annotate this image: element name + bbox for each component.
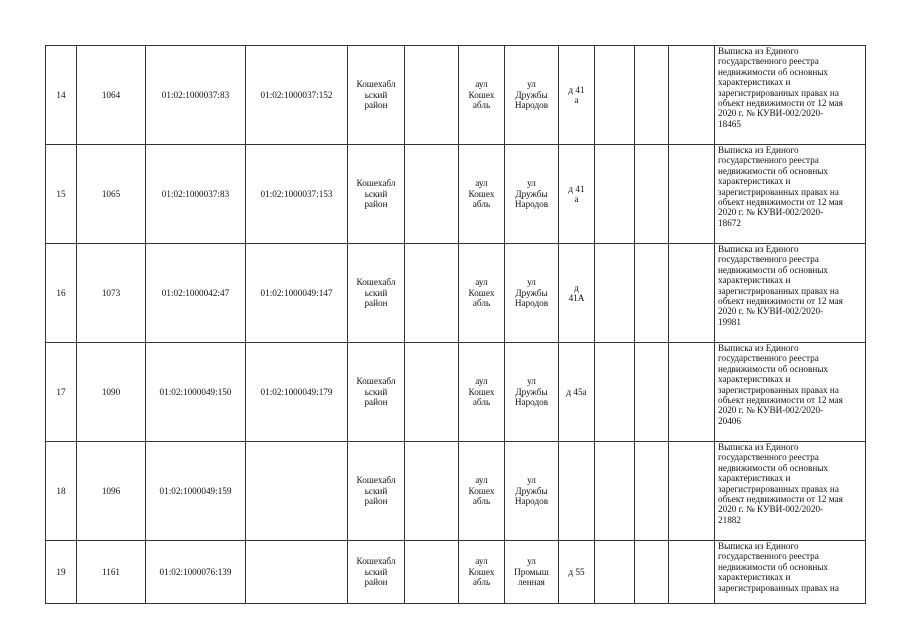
parcel-cadastral-number-cell: 01:02:1000037:83 xyxy=(146,46,246,145)
document-cell-line: 18465 xyxy=(718,118,741,129)
house-cell xyxy=(559,46,595,145)
house-cell-line: д xyxy=(574,282,579,293)
house-cell-line: 41А xyxy=(568,293,585,303)
settlement-cell-line: аул xyxy=(475,475,488,486)
empty-cell xyxy=(635,541,669,604)
empty-cell xyxy=(405,541,459,604)
empty-cell xyxy=(635,343,669,442)
street-cell-line: Народов xyxy=(514,100,549,111)
document-cell-line: недвижимости об основных xyxy=(718,66,829,77)
document-cell-line: государственного реестра xyxy=(718,353,819,364)
document-cell-line: характеристиках и xyxy=(718,374,791,385)
document-cell xyxy=(715,145,866,244)
document-cell-line: зарегистрированных правах на xyxy=(718,384,839,395)
document-cell-line: Выписка из Единого xyxy=(718,145,799,155)
table-row xyxy=(46,442,866,541)
document-cell-line: Выписка из Единого xyxy=(718,541,799,551)
row-number-cell: 15 xyxy=(46,145,77,244)
district-cell-line: ьский xyxy=(364,89,388,100)
empty-cell xyxy=(635,442,669,541)
street-cell-line: Дружбы xyxy=(515,188,548,199)
empty-cell xyxy=(405,343,459,442)
district-cell-line: район xyxy=(364,397,388,408)
street-cell-line: Дружбы xyxy=(515,287,548,298)
building-cadastral-number-cell xyxy=(246,541,348,604)
document-cell-line: 2020 г. № КУВИ-002/2020- xyxy=(718,108,824,119)
house-cell-line: а xyxy=(574,95,579,105)
district-cell-line: Кошехабл xyxy=(356,475,396,486)
parcel-cadastral-number-cell: 01:02:1000076:139 xyxy=(146,541,246,604)
row-number-cell: 19 xyxy=(46,541,77,604)
document-cell-line: Выписка из Единого xyxy=(718,343,799,353)
empty-cell xyxy=(405,442,459,541)
settlement-cell-line: аул xyxy=(475,79,488,90)
empty-cell xyxy=(595,343,635,442)
building-cadastral-number-cell: 01:02:1000049:179 xyxy=(246,343,348,442)
document-cell-line: 19981 xyxy=(718,316,741,327)
row-number-cell: 14 xyxy=(46,46,77,145)
district-cell xyxy=(348,343,405,442)
document-cell-line: Выписка из Единого xyxy=(718,442,799,452)
empty-cell xyxy=(595,541,635,604)
district-cell xyxy=(348,244,405,343)
empty-cell xyxy=(405,244,459,343)
settlement-cell-line: аул xyxy=(475,277,488,288)
street-cell xyxy=(505,541,559,604)
object-id-cell: 1096 xyxy=(77,442,146,541)
building-cadastral-number-cell xyxy=(246,442,348,541)
document-cell-line: 20406 xyxy=(718,415,741,426)
document-cell-line: 2020 г. № КУВИ-002/2020- xyxy=(718,504,824,515)
document-cell-line: недвижимости об основных xyxy=(718,264,829,275)
document-cell-line: Выписка из Единого xyxy=(718,46,799,56)
district-cell-line: ьский xyxy=(364,188,388,199)
empty-cell xyxy=(669,244,715,343)
row-number-cell: 16 xyxy=(46,244,77,343)
settlement-cell-line: Кошех xyxy=(468,89,495,100)
house-cell xyxy=(559,442,595,541)
district-cell xyxy=(348,541,405,604)
table-row xyxy=(46,343,866,442)
street-cell-line: ул xyxy=(527,277,536,288)
document-cell xyxy=(715,244,866,343)
document-cell-line: недвижимости об основных xyxy=(718,561,829,572)
table-row xyxy=(46,145,866,244)
building-cadastral-number-cell: 01:02:1000037:153 xyxy=(246,145,348,244)
table-row xyxy=(46,541,866,604)
district-cell-line: ьский xyxy=(364,485,388,496)
district-cell-line: Кошехабл xyxy=(356,376,396,387)
document-cell-line: характеристиках и xyxy=(718,572,791,583)
empty-cell xyxy=(595,46,635,145)
district-cell xyxy=(348,46,405,145)
document-cell xyxy=(715,442,866,541)
document-cell-line: недвижимости об основных xyxy=(718,462,829,473)
house-cell-line: д 55 xyxy=(568,566,585,577)
settlement-cell xyxy=(459,343,505,442)
object-id-cell: 1073 xyxy=(77,244,146,343)
empty-cell xyxy=(669,343,715,442)
object-id-cell: 1161 xyxy=(77,541,146,604)
parcel-cadastral-number-cell: 01:02:1000049:150 xyxy=(146,343,246,442)
district-cell-line: Кошехабл xyxy=(356,277,396,288)
street-cell-line: Дружбы xyxy=(515,386,548,397)
document-cell-line: характеристиках и xyxy=(718,473,791,484)
building-cadastral-number-cell: 01:02:1000037:152 xyxy=(246,46,348,145)
document-cell-line: недвижимости об основных xyxy=(718,165,829,176)
document-cell-line: 2020 г. № КУВИ-002/2020- xyxy=(718,306,824,317)
empty-cell xyxy=(595,244,635,343)
district-cell-line: район xyxy=(364,577,388,588)
document-cell-line: объект недвижимости от 12 мая xyxy=(718,394,843,405)
district-cell-line: район xyxy=(364,100,388,111)
district-cell-line: Кошехабл xyxy=(356,79,396,90)
document-cell-line: зарегистрированных правах на xyxy=(718,582,839,593)
district-cell-line: район xyxy=(364,199,388,210)
street-cell xyxy=(505,244,559,343)
empty-cell xyxy=(405,46,459,145)
document-cell-line: государственного реестра xyxy=(718,155,819,166)
document-cell-line: государственного реестра xyxy=(718,551,819,562)
district-cell xyxy=(348,442,405,541)
table-row xyxy=(46,244,866,343)
settlement-cell-line: аул xyxy=(475,376,488,387)
district-cell-line: ьский xyxy=(364,287,388,298)
house-cell-line: д 41 xyxy=(568,84,585,95)
house-cell-line: а xyxy=(574,194,579,204)
empty-cell xyxy=(405,145,459,244)
settlement-cell-line: Кошех xyxy=(468,287,495,298)
empty-cell xyxy=(669,46,715,145)
settlement-cell-line: абль xyxy=(472,199,491,210)
street-cell xyxy=(505,442,559,541)
street-cell-line: ул xyxy=(527,79,536,90)
street-cell-line: ул xyxy=(527,475,536,486)
street-cell-line: ул xyxy=(527,178,536,189)
street-cell-line: Народов xyxy=(514,496,549,507)
document-cell-line: зарегистрированных правах на xyxy=(718,285,839,296)
parcel-cadastral-number-cell: 01:02:1000049:159 xyxy=(146,442,246,541)
district-cell-line: район xyxy=(364,496,388,507)
settlement-cell-line: абль xyxy=(472,100,491,111)
district-cell-line: ьский xyxy=(364,566,388,577)
document-cell-line: 21882 xyxy=(718,514,741,525)
street-cell-line: Народов xyxy=(514,298,549,309)
object-id-cell: 1065 xyxy=(77,145,146,244)
street-cell xyxy=(505,343,559,442)
empty-cell xyxy=(669,145,715,244)
document-cell-line: 2020 г. № КУВИ-002/2020- xyxy=(718,207,824,218)
document-cell-line: государственного реестра xyxy=(718,56,819,67)
document-cell-line: государственного реестра xyxy=(718,254,819,265)
house-cell-line: д 45а xyxy=(566,386,587,397)
street-cell-line: ул xyxy=(527,376,536,387)
street-cell xyxy=(505,46,559,145)
house-cell-line: д 41 xyxy=(568,183,585,194)
document-cell xyxy=(715,541,866,604)
house-cell xyxy=(559,145,595,244)
settlement-cell-line: Кошех xyxy=(468,386,495,397)
document-cell-line: характеристиках и xyxy=(718,77,791,88)
row-number-cell: 18 xyxy=(46,442,77,541)
empty-cell xyxy=(635,145,669,244)
settlement-cell xyxy=(459,442,505,541)
settlement-cell-line: абль xyxy=(472,397,491,408)
house-cell xyxy=(559,244,595,343)
document-cell-line: объект недвижимости от 12 мая xyxy=(718,97,843,108)
street-cell-line: Промыш xyxy=(514,566,549,577)
settlement-cell-line: Кошех xyxy=(468,188,495,199)
document-cell-line: зарегистрированных правах на xyxy=(718,87,839,98)
street-cell-line: Дружбы xyxy=(515,485,548,496)
document-cell-line: 18672 xyxy=(718,217,741,228)
document-cell-line: зарегистрированных правах на xyxy=(718,483,839,494)
object-id-cell: 1064 xyxy=(77,46,146,145)
settlement-cell-line: Кошех xyxy=(468,566,495,577)
empty-cell xyxy=(595,145,635,244)
settlement-cell-line: абль xyxy=(472,496,491,507)
row-number-cell: 17 xyxy=(46,343,77,442)
table-row xyxy=(46,46,866,145)
district-cell-line: Кошехабл xyxy=(356,178,396,189)
document-cell-line: зарегистрированных правах на xyxy=(718,186,839,197)
empty-cell xyxy=(635,46,669,145)
register-table xyxy=(45,45,866,604)
empty-cell xyxy=(635,244,669,343)
document-cell xyxy=(715,343,866,442)
settlement-cell xyxy=(459,145,505,244)
register-body xyxy=(46,46,866,604)
district-cell-line: Кошехабл xyxy=(356,556,396,567)
document-cell-line: объект недвижимости от 12 мая xyxy=(718,295,843,306)
empty-cell xyxy=(595,442,635,541)
settlement-cell xyxy=(459,244,505,343)
document-cell-line: 2020 г. № КУВИ-002/2020- xyxy=(718,405,824,416)
document-cell-line: государственного реестра xyxy=(718,452,819,463)
street-cell-line: Народов xyxy=(514,397,549,408)
street-cell-line: ленная xyxy=(518,577,545,588)
document-cell-line: характеристиках и xyxy=(718,275,791,286)
district-cell-line: район xyxy=(364,298,388,309)
street-cell xyxy=(505,145,559,244)
empty-cell xyxy=(669,442,715,541)
document-cell-line: характеристиках и xyxy=(718,176,791,187)
empty-cell xyxy=(669,541,715,604)
district-cell xyxy=(348,145,405,244)
settlement-cell xyxy=(459,541,505,604)
document-cell-line: объект недвижимости от 12 мая xyxy=(718,196,843,207)
street-cell-line: ул xyxy=(527,556,536,567)
parcel-cadastral-number-cell: 01:02:1000042:47 xyxy=(146,244,246,343)
settlement-cell-line: аул xyxy=(475,178,488,189)
settlement-cell-line: аул xyxy=(475,556,488,567)
house-cell xyxy=(559,343,595,442)
street-cell-line: Дружбы xyxy=(515,89,548,100)
document-cell-line: недвижимости об основных xyxy=(718,363,829,374)
street-cell-line: Народов xyxy=(514,199,549,210)
house-cell xyxy=(559,541,595,604)
document-cell-line: объект недвижимости от 12 мая xyxy=(718,493,843,504)
document-cell xyxy=(715,46,866,145)
document-cell-line: Выписка из Единого xyxy=(718,244,799,254)
parcel-cadastral-number-cell: 01:02:1000037:83 xyxy=(146,145,246,244)
district-cell-line: ьский xyxy=(364,386,388,397)
settlement-cell-line: Кошех xyxy=(468,485,495,496)
building-cadastral-number-cell: 01:02:1000049:147 xyxy=(246,244,348,343)
settlement-cell xyxy=(459,46,505,145)
settlement-cell-line: абль xyxy=(472,298,491,309)
object-id-cell: 1090 xyxy=(77,343,146,442)
settlement-cell-line: абль xyxy=(472,577,491,588)
